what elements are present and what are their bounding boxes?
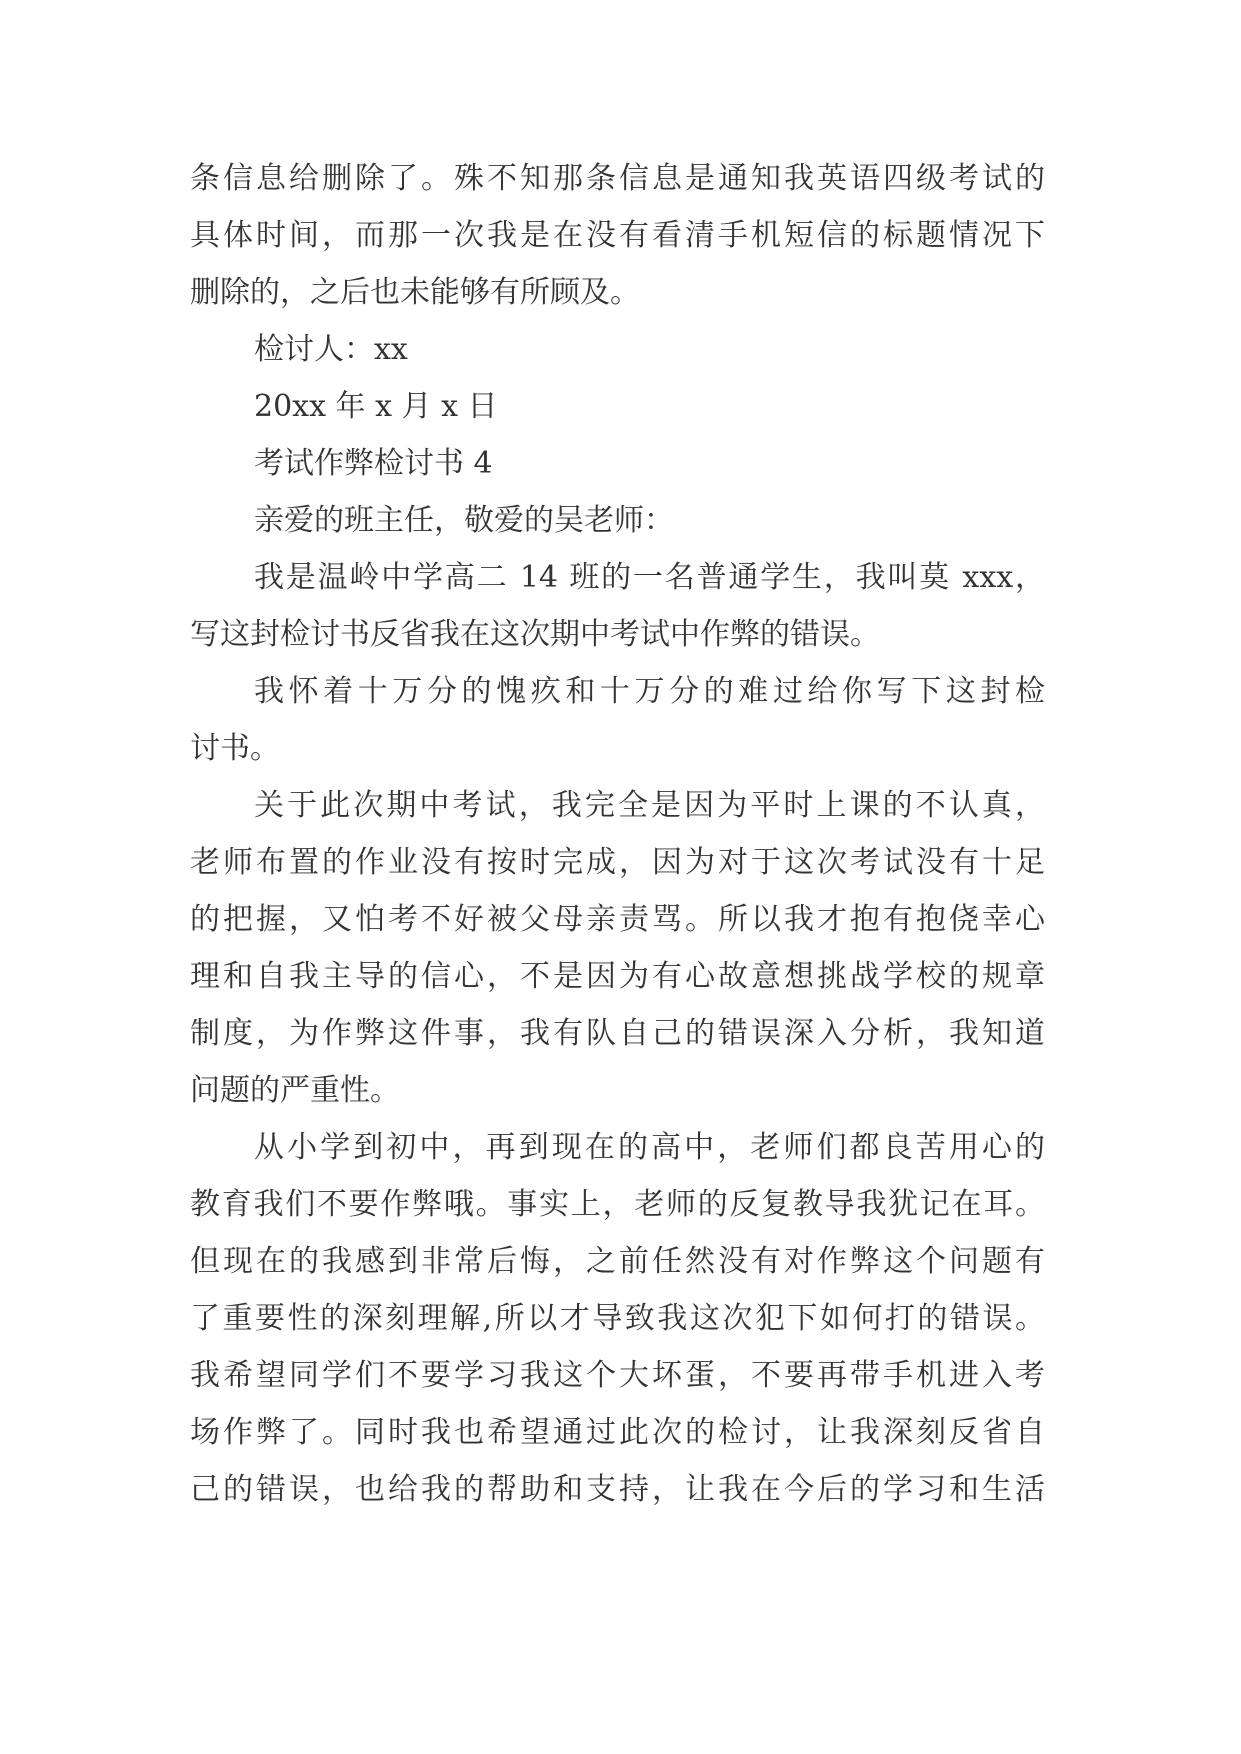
text-line: 我怀着十万分的愧疚和十万分的难过给你写下这封检 xyxy=(254,674,1045,709)
text-line: 条信息给删除了。殊不知那条信息是通知我英语四级考试的 xyxy=(190,161,1045,196)
signer-line: 检讨人：xx xyxy=(254,332,408,367)
section-title: 考试作弊检讨书 4 xyxy=(254,446,493,481)
text-line: 我希望同学们不要学习我这个大坏蛋，不要再带手机进入考 xyxy=(190,1358,1045,1393)
text-line: 场作弊了。同时我也希望通过此次的检讨，让我深刻反省自 xyxy=(190,1415,1045,1450)
text-line: 老师布置的作业没有按时完成，因为对于这次考试没有十足 xyxy=(190,845,1045,880)
text-line: 关于此次期中考试，我完全是因为平时上课的不认真， xyxy=(254,788,1045,823)
text-line: 的把握，又怕考不好被父母亲责骂。所以我才抱有抱侥幸心 xyxy=(190,902,1045,937)
text-line: 写这封检讨书反省我在这次期中考试中作弊的错误。 xyxy=(190,617,880,652)
text-line: 问题的严重性。 xyxy=(190,1073,400,1108)
text-line: 讨书。 xyxy=(190,731,280,766)
text-line: 制度，为作弊这件事，我有队自己的错误深入分析，我知道 xyxy=(190,1016,1045,1051)
text-line: 我是温岭中学高二 14 班的一名普通学生，我叫莫 xxx， xyxy=(254,560,1045,595)
text-line: 己的错误，也给我的帮助和支持，让我在今后的学习和生活 xyxy=(190,1472,1045,1507)
date-line: 20xx 年 x 月 x 日 xyxy=(254,389,498,424)
text-line: 理和自我主导的信心，不是因为有心故意想挑战学校的规章 xyxy=(190,959,1045,994)
text-line: 具体时间，而那一次我是在没有看清手机短信的标题情况下 xyxy=(190,218,1045,253)
text-line: 删除的，之后也未能够有所顾及。 xyxy=(190,275,640,310)
salutation: 亲爱的班主任，敬爱的吴老师： xyxy=(254,503,674,538)
text-line: 了重要性的深刻理解,所以才导致我这次犯下如何打的错误。 xyxy=(190,1301,1045,1336)
text-line: 但现在的我感到非常后悔，之前任然没有对作弊这个问题有 xyxy=(190,1244,1045,1279)
body-text xyxy=(190,160,1045,1528)
text-line: 从小学到初中，再到现在的高中，老师们都良苦用心的 xyxy=(254,1130,1045,1165)
text-line: 教育我们不要作弊哦。事实上，老师的反复教导我犹记在耳。 xyxy=(190,1187,1045,1222)
